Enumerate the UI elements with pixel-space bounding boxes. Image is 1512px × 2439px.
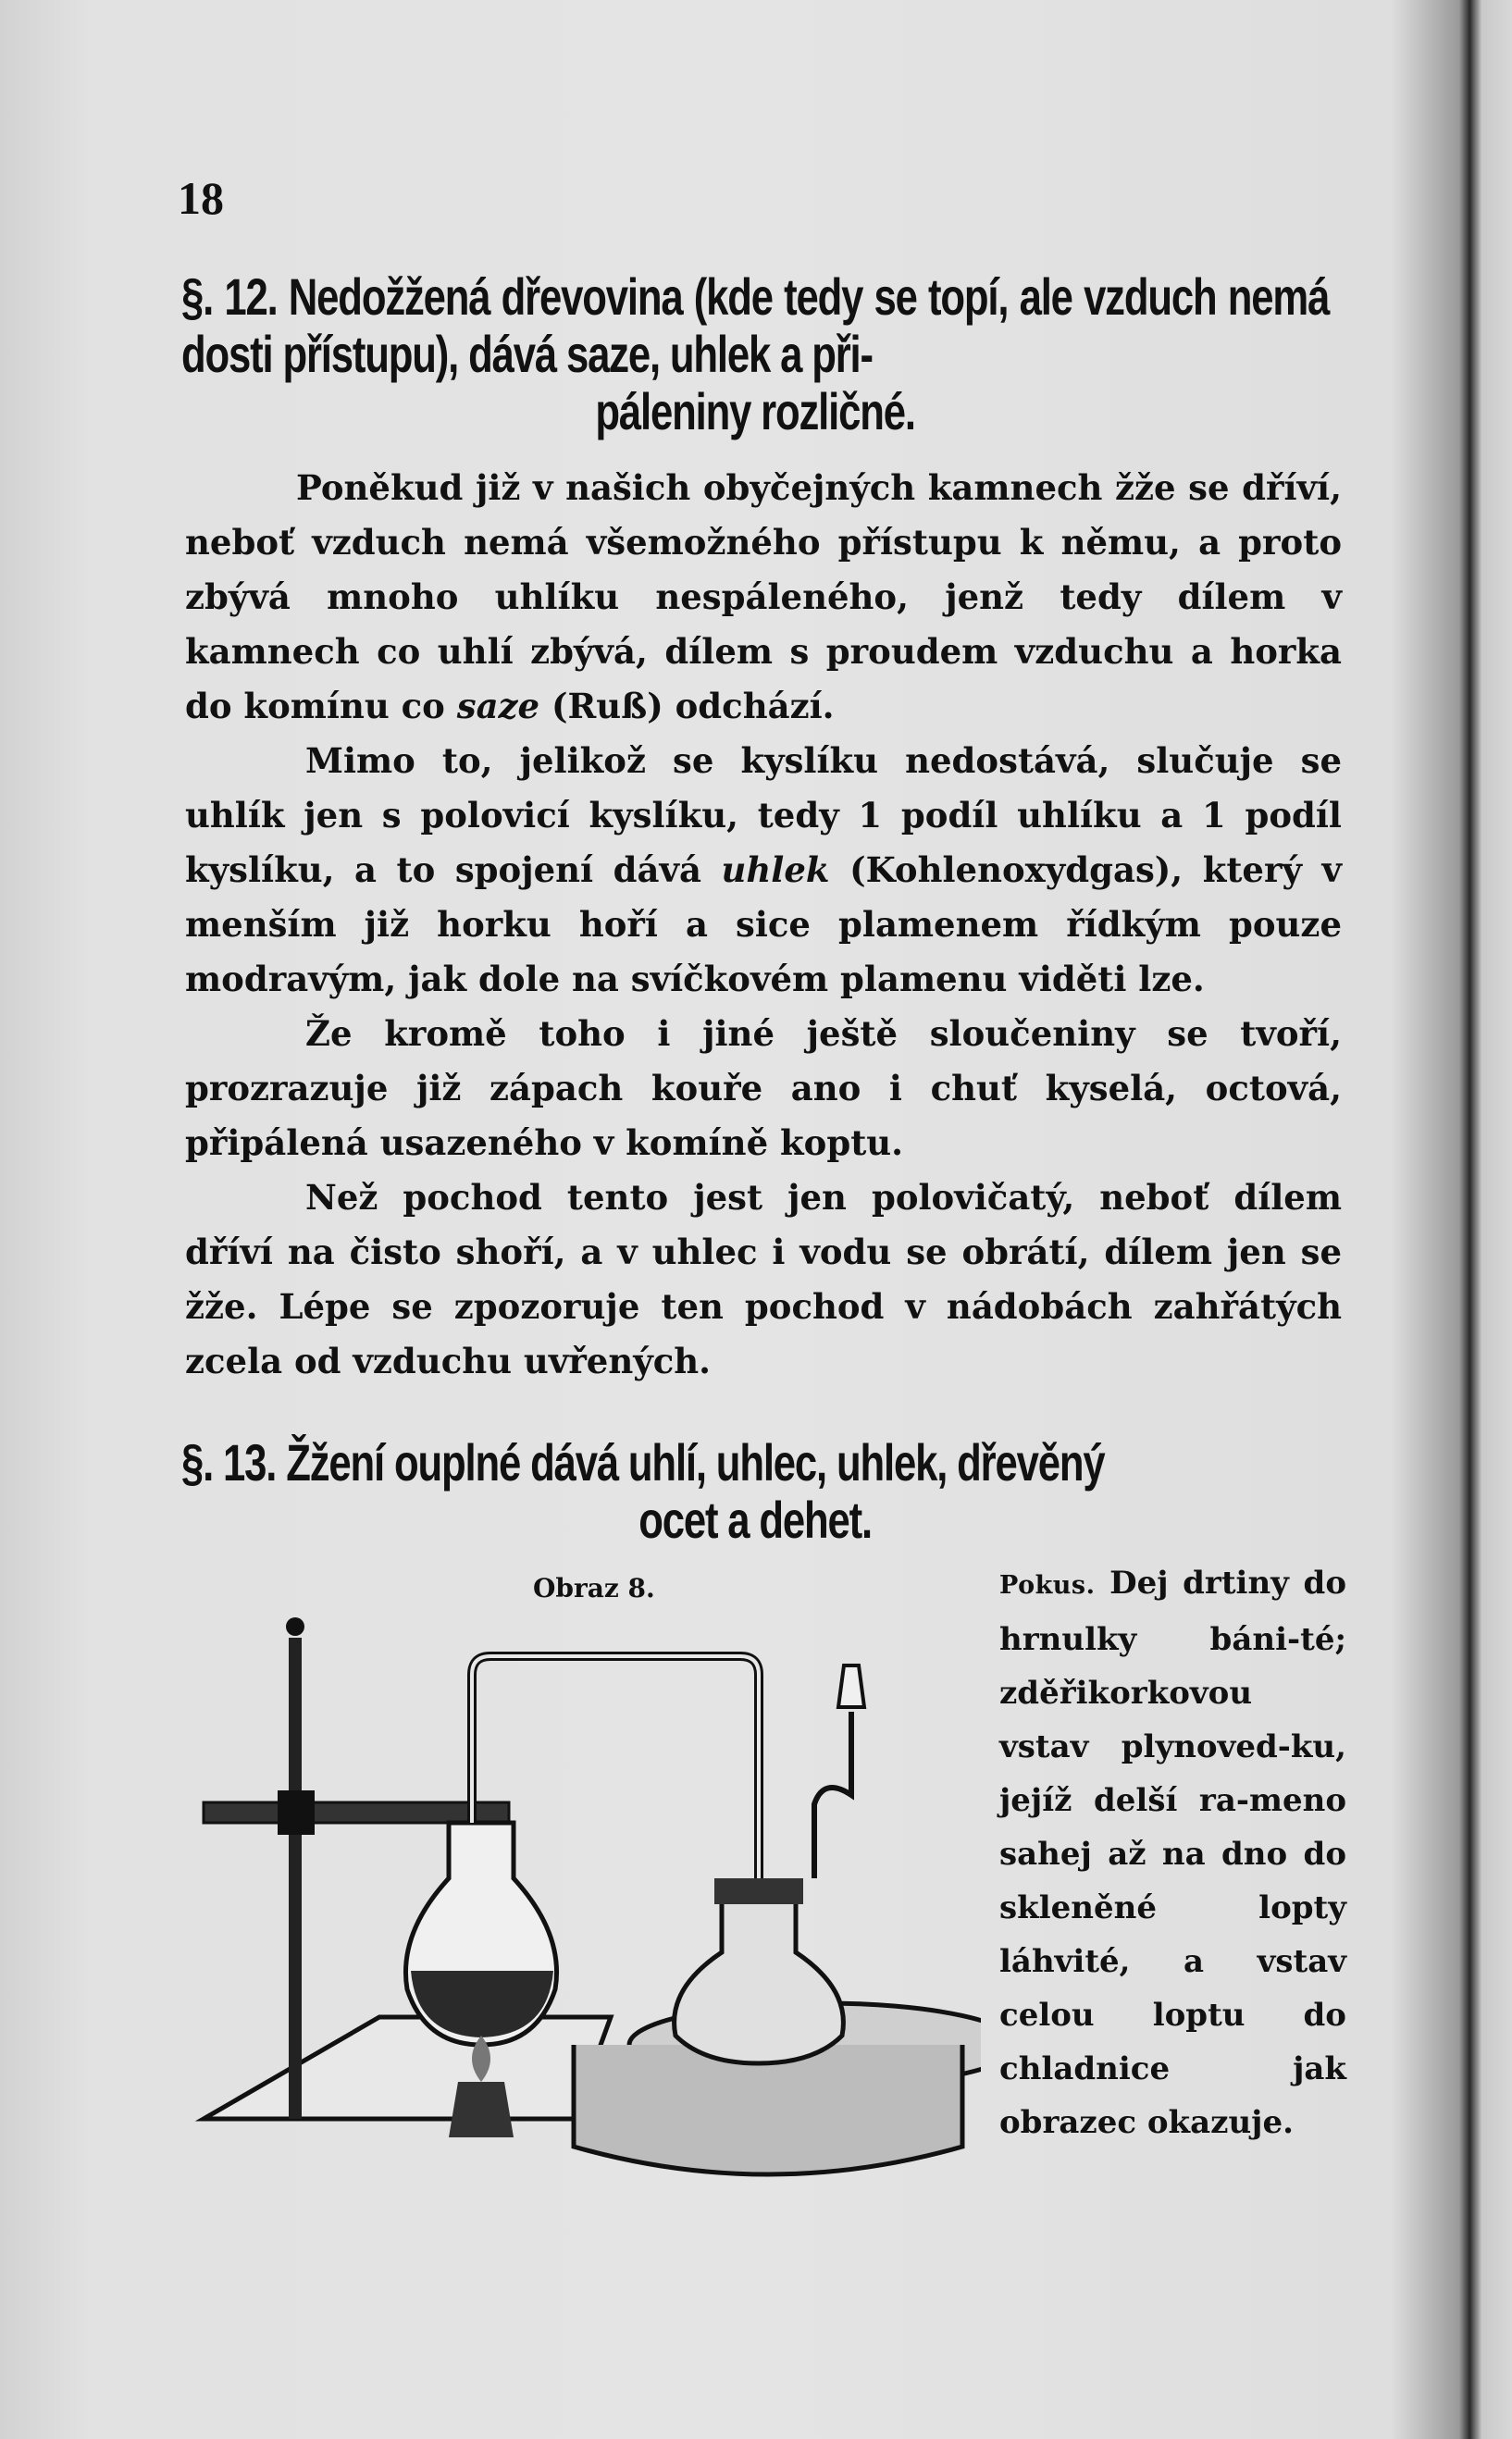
figure-caption: Obraz 8. [533, 1573, 655, 1603]
burner [449, 2082, 514, 2137]
section-13-heading [181, 1434, 1329, 1549]
paragraph-1-text-b: (Ruß) odchází. [539, 686, 835, 726]
paragraph-1-text-a: Poněkud již v našich obyčejných kamnech žže se dříví, neboť vzduch nemá všemožného přístupu k němu, a proto zbývá mnoho uhlíku nespáleného, jenž tedy dílem v kamnech co uhlí zbývá, dílem s proudem vzduchu a horka do komínu co [185, 467, 1342, 726]
paragraph-1 [185, 461, 1342, 734]
safety-tube [814, 1712, 851, 1878]
clamp-block [278, 1790, 315, 1835]
experiment-body: Dej drtiny do hrnulky báni-té; zděřikorkovou vstav plynoved-ku, jejíž delší ra-meno sahej až na dno do skleněné lopty láhvité, a vstav celou loptu do chladnice jak obrazec okazuje. [999, 1565, 1346, 2141]
paragraph-2 [185, 734, 1342, 1007]
paragraph-2-emphasis: uhlek [721, 849, 830, 890]
section-13-heading-last: ocet a dehet. [638, 1491, 872, 1549]
section-12-body [185, 461, 1342, 1389]
paragraph-2-text-b: (Kohlenoxydgas), který v menším již horku hoří a sice plamenem řídkým pouze modravým, jak dole na svíčkovém plamenu viděti lze. [185, 849, 1342, 999]
paragraph-2-text-a: Mimo to, jelikož se kyslíku nedostává, slučuje se uhlík jen s polovicí kyslíku, tedy 1 podíl uhlíku a 1 podíl kyslíku, a to spojení dává [185, 740, 1342, 890]
section-13-heading-text: §. 13. Žžení ouplné dává uhlí, uhlec, uhlek, dřevěný [181, 1433, 1105, 1492]
clamp-arm [204, 1802, 509, 1823]
flask-cork [714, 1878, 803, 1904]
paragraph-4: Než pochod tento jest jen polovičatý, neboť dílem dříví na čisto shoří, a v uhlec i vodu se obrátí, dílem jen se žže. Lépe se zpozoruje ten pochod v nádobách zahřátých zcela od vzduchu uvřených. [185, 1177, 1342, 1381]
section-12-heading-last: páleniny rozličné. [595, 382, 915, 440]
stand-base-plate [204, 2017, 611, 2119]
paragraph-3: Že kromě toho i jiné ještě sloučeniny se tvoří, prozrazuje již zápach kouře ano i chuť kyselá, octová, připálená usazeného v komíně koptu. [185, 1013, 1342, 1163]
stand-rod [289, 1638, 302, 2119]
experiment-lead: Pokus. [999, 1571, 1096, 1600]
experiment-text [999, 1556, 1346, 2149]
safety-tube-funnel [838, 1665, 864, 1707]
section-12-heading-text: §. 12. Nedožžená dřevovina (kde tedy se topí, ale vzduch nemá dosti přístupu), dává saze, uhlek a při- [181, 267, 1330, 383]
rod-knob [286, 1617, 304, 1636]
section-12-heading [181, 268, 1329, 440]
distillation-apparatus-illustration [185, 1601, 981, 2193]
page-number: 18 [178, 172, 224, 224]
paragraph-1-emphasis: saze [456, 686, 540, 726]
receiving-flask [675, 1897, 844, 2063]
